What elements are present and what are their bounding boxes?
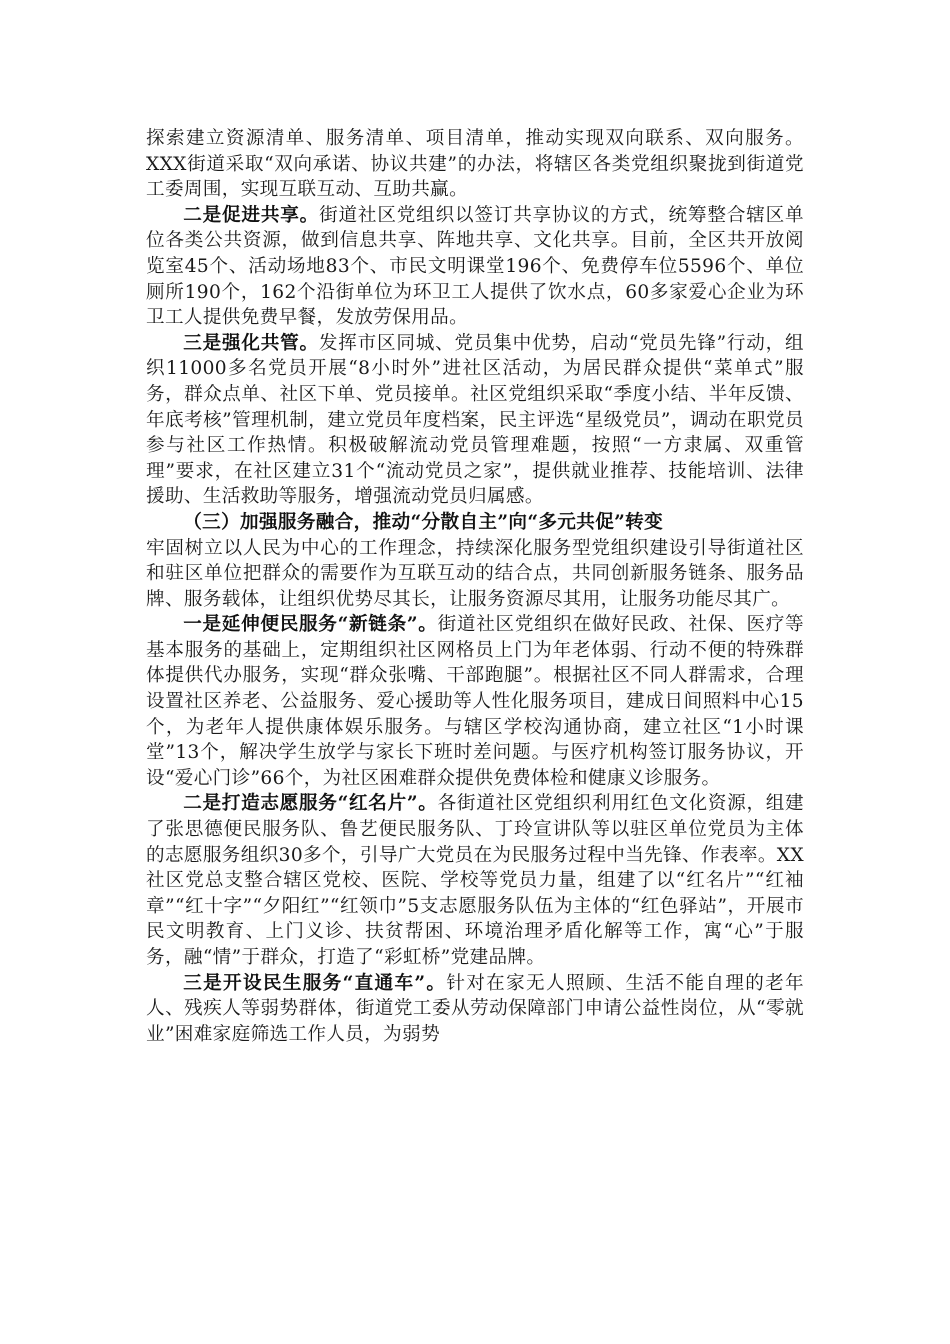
- paragraph-text: 牢固树立以人民为中心的工作理念，持续深化服务型党组织建设引导街道社区和驻区单位把群众的需要作为互联互动的结合点，共同创新服务链条、服务品牌、服务载体，让组织优势尽其长，让服务资源尽其用，让服务功能尽其广。: [146, 537, 804, 610]
- paragraph-lead: 二是打造志愿服务“红名片”。: [183, 793, 438, 815]
- paragraph-lead: 三是开设民生服务“直通车”。: [183, 972, 447, 994]
- paragraph-lead: 二是促进共享。: [183, 204, 320, 226]
- paragraph-volunteer-services: [146, 791, 804, 970]
- paragraph-livelihood-services: [146, 971, 804, 1048]
- paragraph-lead: 一是延伸便民服务“新链条”。: [183, 614, 438, 636]
- section-heading: （三）加强服务融合，推动“分散自主”向“多元共促”转变: [183, 511, 664, 533]
- paragraph-promote-sharing: [146, 203, 804, 331]
- paragraph-convenience-services: [146, 612, 804, 791]
- paragraph-text: 街道社区党组织以签订共享协议的方式，统筹整合辖区单位各类公共资源，做到信息共享、阵地共享、文化共享。目前，全区共开放阅览室45个、活动场地83个、市民文明课堂196个、免费停车位5596个、单位厕所190个，162个沿街单位为环卫工人提供了饮水点，60多家爱心企业为环卫工人提供免费早餐，发放劳保用品。: [146, 204, 804, 329]
- paragraph-text: 针对在家无人照顾、生活不能自理的老年人、残疾人等弱势群体，街道党工委从劳动保障部门申请公益性岗位，从“零就业”困难家庭筛选工作人员，为弱势: [146, 972, 804, 1045]
- paragraph-strengthen-management: [146, 331, 804, 510]
- paragraph-text: 发挥市区同城、党员集中优势，启动“党员先锋”行动，组织11000多名党员开展“8小时外”进社区活动，为居民群众提供“菜单式”服务，群众点单、社区下单、党员接单。社区党组织采取“季度小结、半年反馈、年底考核”管理机制，建立党员年度档案，民主评选“星级党员”，调动在职党员参与社区工作热情。积极破解流动党员管理难题，按照“一方隶属、双重管理”要求，在社区建立31个“流动党员之家”，提供就业推荐、技能培训、法律援助、生活救助等服务，增强流动党员归属感。: [146, 332, 804, 508]
- paragraph-continuation: [146, 126, 804, 203]
- paragraph-section-intro: [146, 536, 804, 613]
- paragraph-lead: 三是强化共管。: [183, 332, 319, 354]
- document-body: [146, 126, 804, 1047]
- paragraph-text: 探索建立资源清单、服务清单、项目清单，推动实现双向联系、双向服务。XXX街道采取“双向承诺、协议共建”的办法，将辖区各类党组织聚拢到街道党工委周围，实现互联互动、互助共赢。: [146, 128, 804, 201]
- paragraph-text: 各街道社区党组织利用红色文化资源，组建了张思德便民服务队、鲁艺便民服务队、丁玲宣讲队等以驻区单位党员为主体的志愿服务组织30多个，引导广大党员在为民服务过程中当先锋、作表率。XX社区党总支整合辖区党校、医院、学校等党员力量，组建了以“红名片”“红袖章”“红十字”“夕阳红”“红领巾”5支志愿服务队伍为主体的“红色驿站”，开展市民文明教育、上门义诊、扶贫帮困、环境治理矛盾化解等工作，寓“心”于服务，融“情”于群众，打造了“彩虹桥”党建品牌。: [146, 793, 804, 968]
- paragraph-text: 街道社区党组织在做好民政、社保、医疗等基本服务的基础上，定期组织社区网格员上门为年老体弱、行动不便的特殊群体提供代办服务，实现“群众张嘴、干部跑腿”。根据社区不同人群需求，合理设置社区养老、公益服务、爱心援助等人性化服务项目，建成日间照料中心15个，为老年人提供康体娱乐服务。与辖区学校沟通协商，建立社区“1小时课堂”13个，解决学生放学与家长下班时差问题。与医疗机构签订服务协议，开设“爱心门诊”66个，为社区困难群众提供免费体检和健康义诊服务。: [146, 614, 804, 789]
